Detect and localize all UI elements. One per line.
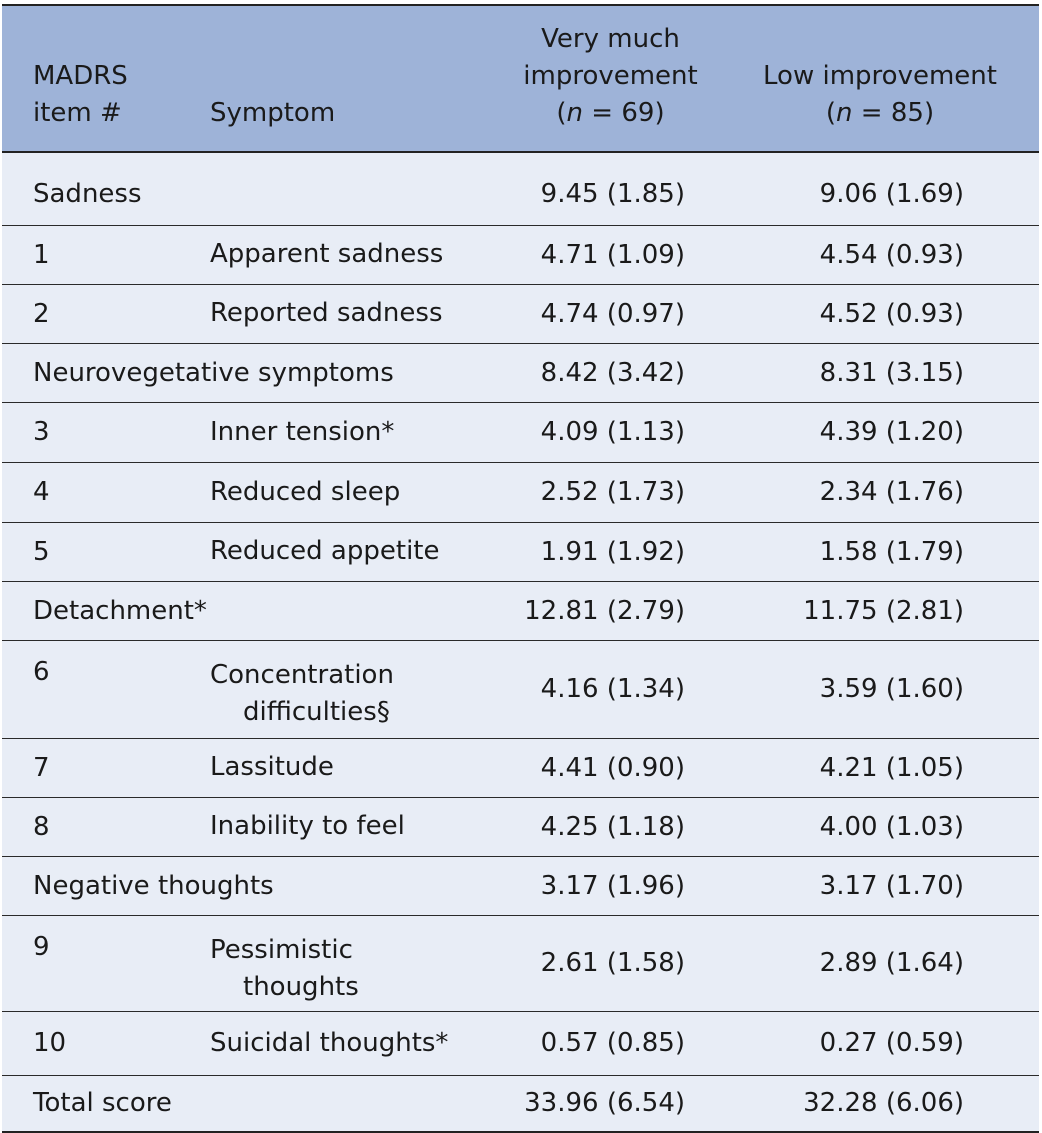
- table-row: [2, 522, 1039, 581]
- value-low: 4.52 (0.93): [819, 298, 964, 329]
- symptom: Inability to feel: [210, 811, 405, 841]
- value-very-much: 2.61 (1.58): [540, 948, 685, 978]
- table-row: [2, 915, 1039, 1011]
- table-row: [2, 640, 1039, 738]
- table-row: [2, 738, 1039, 797]
- value-very-much: 9.45 (1.85): [540, 178, 685, 209]
- item-number: 1: [33, 239, 50, 270]
- symptom: Reported sadness: [210, 298, 443, 328]
- table-row: [2, 284, 1039, 343]
- item-number: 4: [33, 477, 50, 507]
- group-label: Detachment*: [33, 595, 207, 626]
- symptom: Apparent sadness: [210, 239, 444, 269]
- value-low: 11.75 (2.81): [803, 595, 964, 626]
- item-number: 2: [33, 298, 50, 329]
- value-low: 4.54 (0.93): [819, 239, 964, 270]
- value-low: 32.28 (6.06): [803, 1088, 964, 1119]
- value-low: 4.21 (1.05): [819, 752, 964, 783]
- header-very-much-improvement: Very much improvement (n = 69): [523, 24, 698, 128]
- table-row: [2, 462, 1039, 522]
- group-label: Total score: [33, 1088, 172, 1119]
- value-very-much: 4.09 (1.13): [540, 417, 685, 447]
- header-item-number: MADRS item #: [33, 61, 128, 128]
- item-number: 6: [33, 656, 50, 687]
- symptom: Inner tension*: [210, 416, 395, 447]
- group-label: Sadness: [33, 178, 142, 209]
- table-row: [2, 225, 1039, 284]
- value-low: 1.58 (1.79): [819, 536, 964, 567]
- value-very-much: 1.91 (1.92): [540, 536, 685, 567]
- table-row: [2, 343, 1039, 402]
- value-very-much: 4.71 (1.09): [540, 239, 685, 270]
- value-very-much: 4.74 (0.97): [540, 298, 685, 329]
- value-low: 2.34 (1.76): [819, 477, 964, 507]
- table-row: [2, 581, 1039, 640]
- value-very-much: 33.96 (6.54): [524, 1088, 685, 1119]
- group-label: Negative thoughts: [33, 870, 274, 901]
- item-number: 3: [33, 417, 50, 447]
- value-low: 8.31 (3.15): [819, 357, 964, 388]
- value-very-much: 4.25 (1.18): [540, 811, 685, 842]
- table-header: [2, 5, 1039, 152]
- symptom: Reduced appetite: [210, 536, 440, 566]
- value-very-much: 4.16 (1.34): [540, 674, 685, 704]
- value-very-much: 4.41 (0.90): [540, 752, 685, 783]
- symptom: Concentration difficulties§: [210, 659, 394, 727]
- symptom: Reduced sleep: [210, 476, 401, 507]
- header-symptom: Symptom: [210, 98, 336, 128]
- item-number: 7: [33, 752, 50, 783]
- value-very-much: 3.17 (1.96): [540, 870, 685, 901]
- value-low: 9.06 (1.69): [819, 178, 964, 209]
- value-very-much: 12.81 (2.79): [524, 595, 685, 626]
- item-number: 10: [33, 1028, 67, 1058]
- item-number: 8: [33, 811, 50, 842]
- table-row: [2, 1075, 1039, 1132]
- value-low: 3.17 (1.70): [819, 870, 964, 901]
- value-low: 4.00 (1.03): [819, 811, 964, 842]
- value-low: 0.27 (0.59): [819, 1028, 964, 1058]
- value-very-much: 0.57 (0.85): [540, 1028, 685, 1058]
- table-row: [2, 152, 1039, 225]
- table-row: [2, 856, 1039, 915]
- value-low: 2.89 (1.64): [819, 948, 964, 978]
- table-row: [2, 402, 1039, 462]
- madrs-table: [2, 4, 1039, 1133]
- symptom: Lassitude: [210, 752, 334, 782]
- value-low: 3.59 (1.60): [819, 674, 964, 704]
- symptom: Pessimistic thoughts: [210, 934, 359, 1002]
- item-number: 5: [33, 536, 50, 567]
- table-row: [2, 1011, 1039, 1075]
- table-body: [2, 152, 1039, 1132]
- group-label: Neurovegetative symptoms: [33, 357, 394, 388]
- table-row: [2, 797, 1039, 856]
- symptom: Suicidal thoughts*: [210, 1027, 449, 1058]
- item-number: 9: [33, 931, 50, 962]
- header-low-improvement: Low improvement (n = 85): [763, 61, 997, 128]
- value-very-much: 2.52 (1.73): [540, 477, 685, 507]
- value-low: 4.39 (1.20): [819, 417, 964, 447]
- value-very-much: 8.42 (3.42): [540, 357, 685, 388]
